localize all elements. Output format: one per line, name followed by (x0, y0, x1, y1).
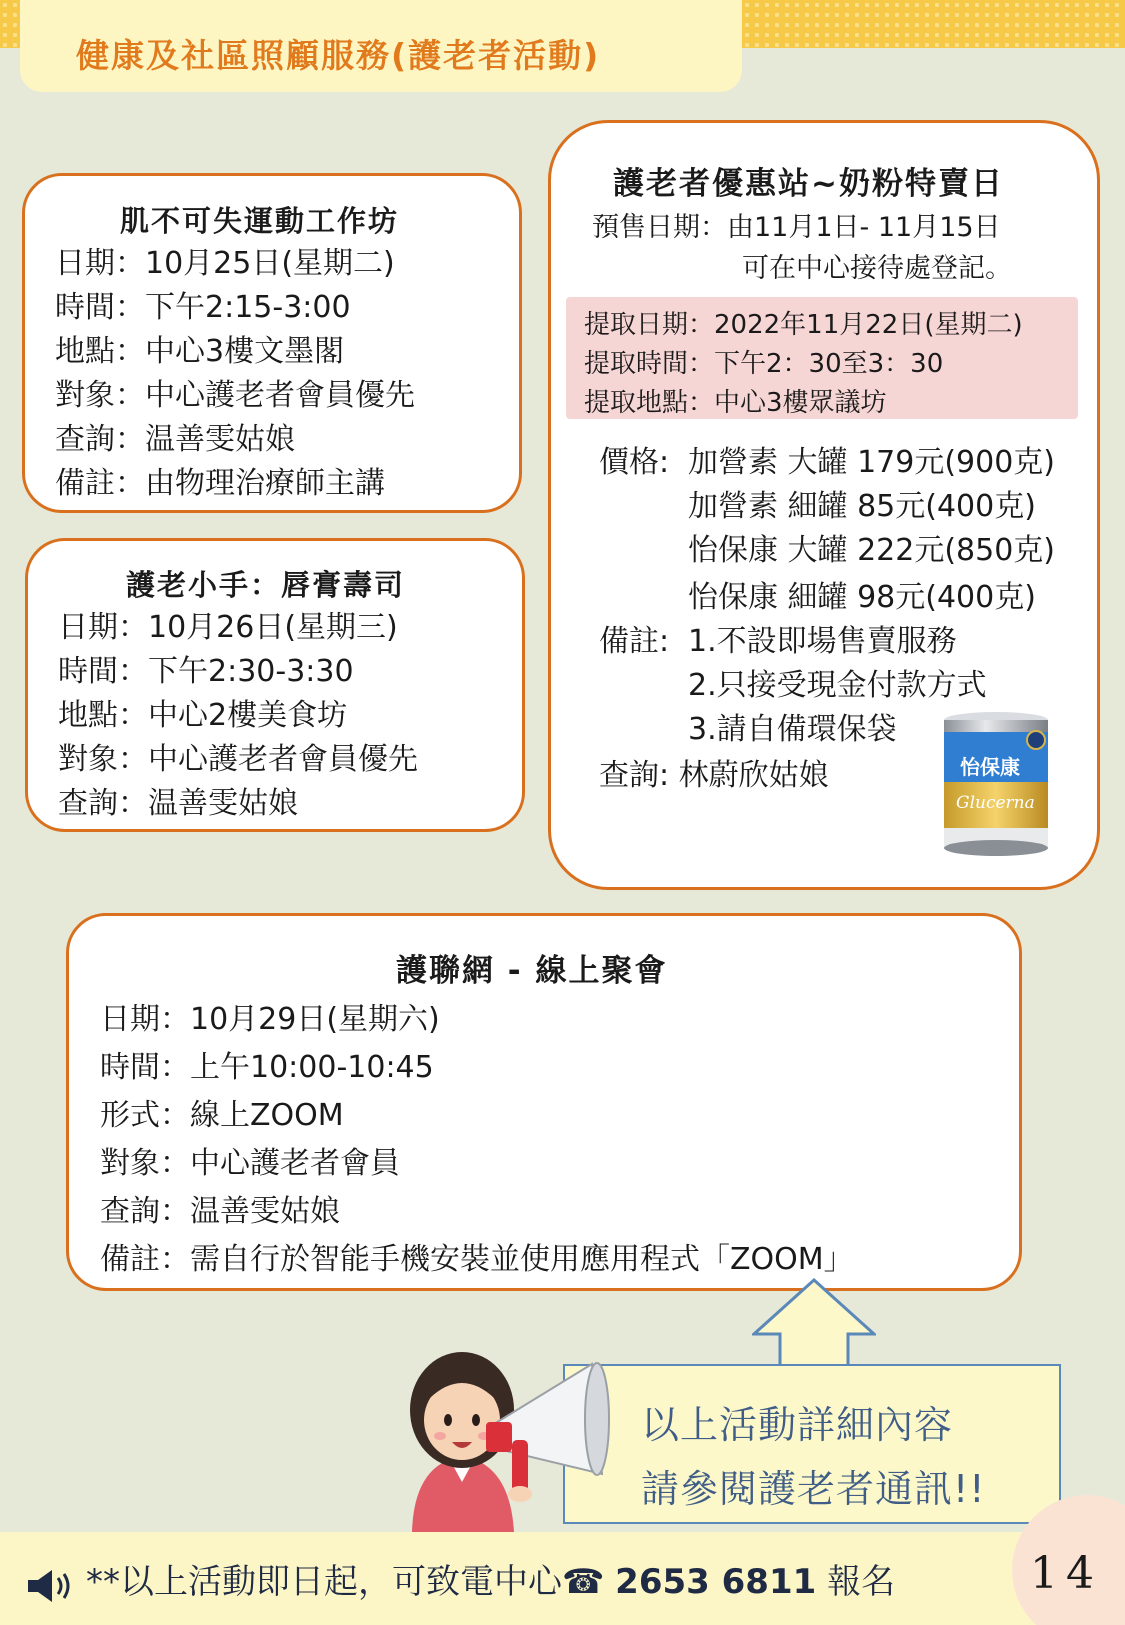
info-row: 對象：中心護老者會員優先 (55, 378, 415, 413)
info-row: 形式：線上ZOOM (100, 1098, 344, 1133)
pickup-place: 提取地點：中心3樓眾議坊 (584, 388, 887, 418)
page-number: 14 (1030, 1548, 1102, 1599)
info-row: 地點：中心3樓文墨閣 (55, 334, 345, 369)
phone-icon: ☎ (562, 1562, 605, 1602)
notice-line-2: 請參閱護老者通訊!! (641, 1467, 986, 1511)
info-row: 對象：中心護老者會員優先 (58, 742, 418, 777)
svg-text:怡保康: 怡保康 (960, 755, 1020, 779)
presale-date: 預售日期：由11月1日- 11月15日 (592, 212, 1001, 243)
up-arrow-icon (752, 1278, 876, 1370)
info-row: 備註：由物理治療師主講 (55, 466, 385, 501)
remark-label: 備註: (599, 624, 670, 659)
workshop-title: 肌不可失運動工作坊 (120, 204, 400, 238)
girl-megaphone-illustration (402, 1344, 612, 1532)
header-pattern (742, 0, 1125, 48)
presale-note: 可在中心接待處登記。 (742, 253, 1012, 284)
price-item: 怡保康 大罐 222元(850克) (688, 533, 1056, 568)
info-row: 日期：10月25日(星期二) (55, 246, 395, 281)
info-row: 備註：需自行於智能手機安裝並使用應用程式「ZOOM」 (100, 1242, 854, 1277)
price-item: 加營素 細罐 85元(400克) (688, 489, 1036, 524)
info-row: 查詢：温善雯姑娘 (55, 422, 295, 457)
price-item: 加營素 大罐 179元(900克) (688, 445, 1056, 480)
notice-box (563, 1364, 1061, 1524)
remark-item: 1.不設即場售賣服務 (688, 624, 957, 659)
info-row: 日期：10月29日(星期六) (100, 1002, 440, 1037)
craft-title: 護老小手：唇膏壽司 (126, 568, 406, 602)
info-row: 地點：中心2樓美食坊 (58, 698, 348, 733)
info-row: 查詢：温善雯姑娘 (58, 786, 298, 821)
notice-line-1: 以上活動詳細內容 (641, 1403, 954, 1447)
price-item: 怡保康 細罐 98元(400克) (688, 580, 1036, 615)
remark-item: 2.只接受現金付款方式 (688, 668, 987, 703)
megaphone-icon (24, 1568, 76, 1604)
footer-text: **以上活動即日起，可致電中心☎ 2653 6811 報名 (86, 1562, 896, 1602)
enquiry: 查詢: 林蔚欣姑娘 (599, 758, 829, 793)
pickup-date: 提取日期：2022年11月22日(星期二) (584, 310, 1023, 340)
online-gathering-title: 護聯網 - 線上聚會 (396, 953, 668, 989)
svg-text:Glucerna: Glucerna (956, 793, 1035, 813)
info-row: 對象：中心護老者會員 (100, 1146, 400, 1181)
info-row: 查詢：温善雯姑娘 (100, 1194, 340, 1229)
price-label: 價格: (599, 445, 670, 480)
pickup-time: 提取時間：下午2：30至3：30 (584, 349, 944, 379)
remark-item: 3.請自備環保袋 (688, 712, 897, 747)
info-row: 日期：10月26日(星期三) (58, 610, 398, 645)
footer (0, 1532, 1125, 1625)
info-row: 時間：下午2:30-3:30 (58, 654, 354, 689)
info-row: 時間：下午2:15-3:00 (55, 290, 351, 325)
milk-can-image (940, 710, 1052, 860)
page-title: 健康及社區照顧服務(護老者活動) (76, 36, 601, 75)
milk-sale-title: 護老者優惠站~奶粉特賣日 (613, 166, 1004, 202)
header-pattern (0, 0, 20, 48)
info-row: 時間：上午10:00-10:45 (100, 1050, 434, 1085)
